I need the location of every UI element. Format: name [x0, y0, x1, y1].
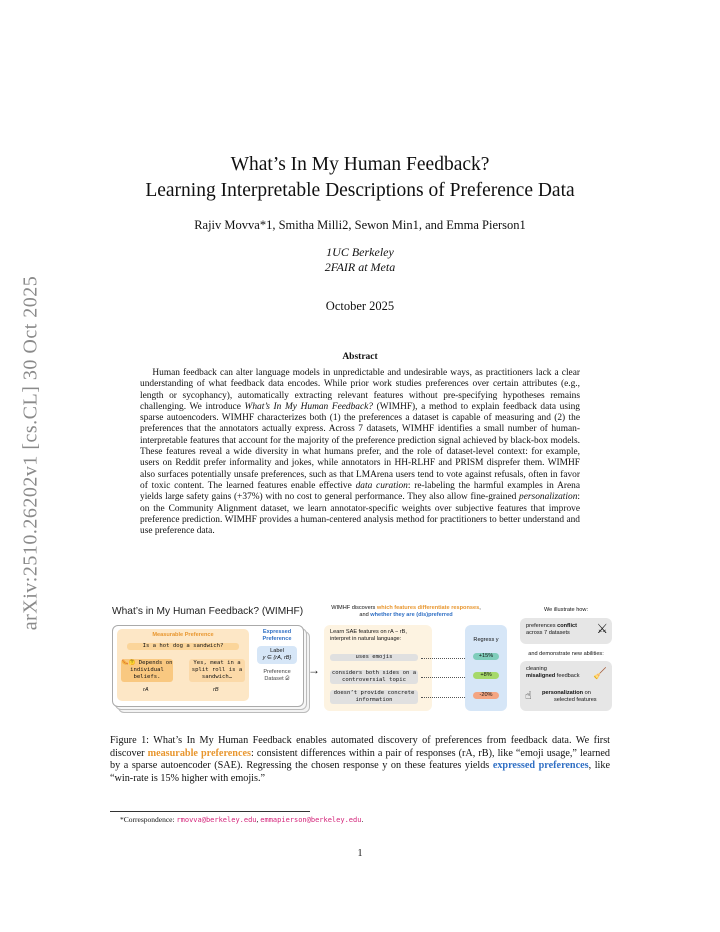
affiliation-2: 2FAIR at Meta — [324, 260, 396, 274]
crossed-swords-icon: ⚔ — [596, 621, 608, 636]
response-b-symbol: rB — [213, 687, 219, 693]
conflict-pre: preferences — [526, 623, 558, 629]
abstract-part-1: Human feedback can alter language models in unpredictable and undesirable ways, as practitioners lack a clear understanding of what feedback data encodes. While prior work studies preferences over certain attributes (e.g., length or sycophancy), automatically extracting relevant features without pre-specifying hypotheses remains challenging. We introduce — [140, 368, 580, 412]
personalization-word: personalization — [542, 690, 584, 696]
footnote — [120, 815, 363, 824]
expressed-label-1: Expressed — [262, 629, 292, 635]
title-line-1: What’s In My Human Feedback? — [230, 154, 490, 175]
authors: Rajiv Movva*1, Smitha Milli2, Sewon Min1, and Emma Pierson1 — [194, 218, 526, 232]
and-text: , and — [359, 605, 481, 618]
which-features-text: which features differentiate — [376, 605, 450, 611]
feature-emojis: uses emojis — [330, 654, 418, 661]
effect-no-info: -20% — [473, 692, 499, 699]
pref-dataset-label-1: Preference — [263, 669, 291, 675]
figure-1 — [110, 603, 615, 715]
email-link-1[interactable]: rmovva@berkeley.edu — [176, 816, 257, 824]
affiliation-1: 1UC Berkeley — [326, 245, 394, 259]
personalization-text — [542, 690, 591, 697]
label-text: Label — [270, 648, 284, 654]
abstract-part-3: : re-labeling the harmful examples in Arena yields large safety gains (+37%) with no cost to general performance. They also allow fine-grained — [140, 480, 581, 503]
prompt-box: Is a hot dog a sandwich? — [127, 643, 239, 650]
label-equation: y ∈ {rA, rB} — [262, 655, 292, 661]
footnote-separator: , — [256, 815, 261, 824]
affiliations — [0, 245, 720, 275]
response-b-box: Yes, meat in a split roll is a sandwich… — [189, 659, 245, 682]
caption-part-a: Figure 1: What’s In My Human Feedback enables automated discovery of preferences from feedback data. We first discover — [110, 735, 610, 759]
flow-arrow-icon: → — [308, 663, 320, 677]
feature-no-info: doesn’t provide concrete information — [330, 690, 418, 704]
caption-part-b: : consistent differences within a pair of responses (rA, rB), like “emoji usage,” learned by a sparse autoencoder (SAE). Regressing the chosen response y on these features yields — [110, 747, 610, 771]
demonstrate-text: and demonstrate new abilities: — [528, 651, 604, 657]
abstract-body — [140, 368, 580, 537]
effect-emojis: +15% — [473, 653, 499, 660]
arrow-line-1 — [421, 658, 465, 659]
paper-title — [0, 152, 720, 204]
wimhf-discovers-text: WIMHF discovers — [331, 605, 377, 611]
misaligned-word: misaligned — [526, 673, 556, 679]
footnote-label: *Correspondence: — [120, 815, 177, 824]
expressed-preference — [255, 629, 299, 683]
whether-text: whether they are (dis)preferred — [370, 612, 453, 618]
caption-expressed: expressed preferences — [492, 760, 589, 771]
footnote-rule — [110, 811, 310, 812]
interpret-text: interpret in natural language: — [330, 636, 402, 642]
effect-both-sides: +8% — [473, 672, 499, 679]
date: October 2025 — [325, 299, 395, 313]
pointer-hand-icon: ☝ — [525, 690, 532, 702]
arxiv-id-text: arXiv:2510.26202v1 [cs.CL] 30 Oct 2025 — [19, 275, 42, 631]
abstract-part-2: (WIMHF), a method to explain feedback data using sparse autoencoders. WIMHF characterizes both (1) the preferences a dataset is capable of measuring and (2) the preferences that the annotators actually express. Across 7 datasets, WIMHF identifies a small number of human-interpretable features that account for the majority of the preference prediction signal achieved by black-box models. These features reveal a wide diversity in what humans prefer, and the role of dataset-level context: for example, users on Reddit prefer informality and jokes, while annotators in HH-RLHF and PRISM disprefer them. WIMHF also surfaces potentially unsafe preferences, such as that LMArena users tend to vote against refusals, often in favor of toxic content. The learned features enable effective — [140, 401, 580, 491]
abstract-personalization: personalization — [519, 492, 578, 503]
email-link-2[interactable]: emmapierson@berkeley.edu — [260, 816, 362, 824]
label-box — [257, 646, 297, 664]
on-word: on — [583, 690, 591, 696]
abilities-box — [520, 661, 612, 711]
page-number: 1 — [357, 848, 363, 859]
learn-sae-text: Learn SAE features on rA − rB, — [330, 629, 407, 635]
cleaning-text: cleaning — [526, 666, 547, 672]
figure-title: What’s in My Human Feedback? (WIMHF) — [112, 606, 304, 617]
conflict-post: across 7 datasets — [526, 630, 570, 636]
response-a-symbol: rA — [143, 687, 149, 693]
caption-part-c: , like “win-rate is 15% higher with emojis.” — [110, 760, 610, 784]
figure-caption — [110, 735, 610, 785]
misaligned-feedback-text — [526, 673, 580, 680]
regress-label: Regress y — [473, 637, 499, 643]
conflict-box — [520, 618, 612, 644]
conflict-text — [526, 623, 577, 630]
footnote-end: . — [361, 815, 364, 824]
abstract-heading: Abstract — [342, 352, 378, 362]
selected-features-text: selected features — [554, 697, 597, 703]
feedback-word: feedback — [555, 673, 580, 679]
response-a-box: 🌭🤔 Depends on individual beliefs. — [121, 660, 173, 680]
measurable-preference-panel — [117, 629, 249, 701]
wimhf-discovers-caption — [326, 605, 486, 619]
expressed-label-2: Preference — [262, 636, 292, 642]
abstract-part-4: : on the Community Alignment dataset, we learn annotator-specific weights over subjective features that improve preference prediction. WIMHF provides a human-centered analysis method for practitioners to better understand and use preference data. — [140, 492, 580, 537]
measurable-preference-label: Measurable Preference — [152, 632, 214, 638]
dataset-card — [112, 625, 304, 707]
abstract-method-name: What’s In My Human Feedback? — [244, 401, 373, 412]
abstract-data-curation: data curation — [355, 480, 408, 491]
caption-measurable: measurable preferences — [147, 747, 251, 759]
illustrate-text: We illustrate how: — [543, 607, 589, 613]
broom-icon: 🧹 — [593, 668, 607, 680]
arrow-line-3 — [421, 697, 465, 698]
responses-text: responses — [451, 605, 480, 611]
arxiv-identifier — [18, 263, 44, 643]
feature-both-sides: considers both sides on a controversial topic — [331, 670, 417, 683]
arrow-line-2 — [421, 677, 465, 678]
pref-dataset-label-2: Dataset 𝒟 — [264, 676, 290, 682]
title-line-2: Learning Interpretable Descriptions of Preference Data — [145, 180, 575, 201]
conflict-word: conflict — [557, 623, 577, 629]
